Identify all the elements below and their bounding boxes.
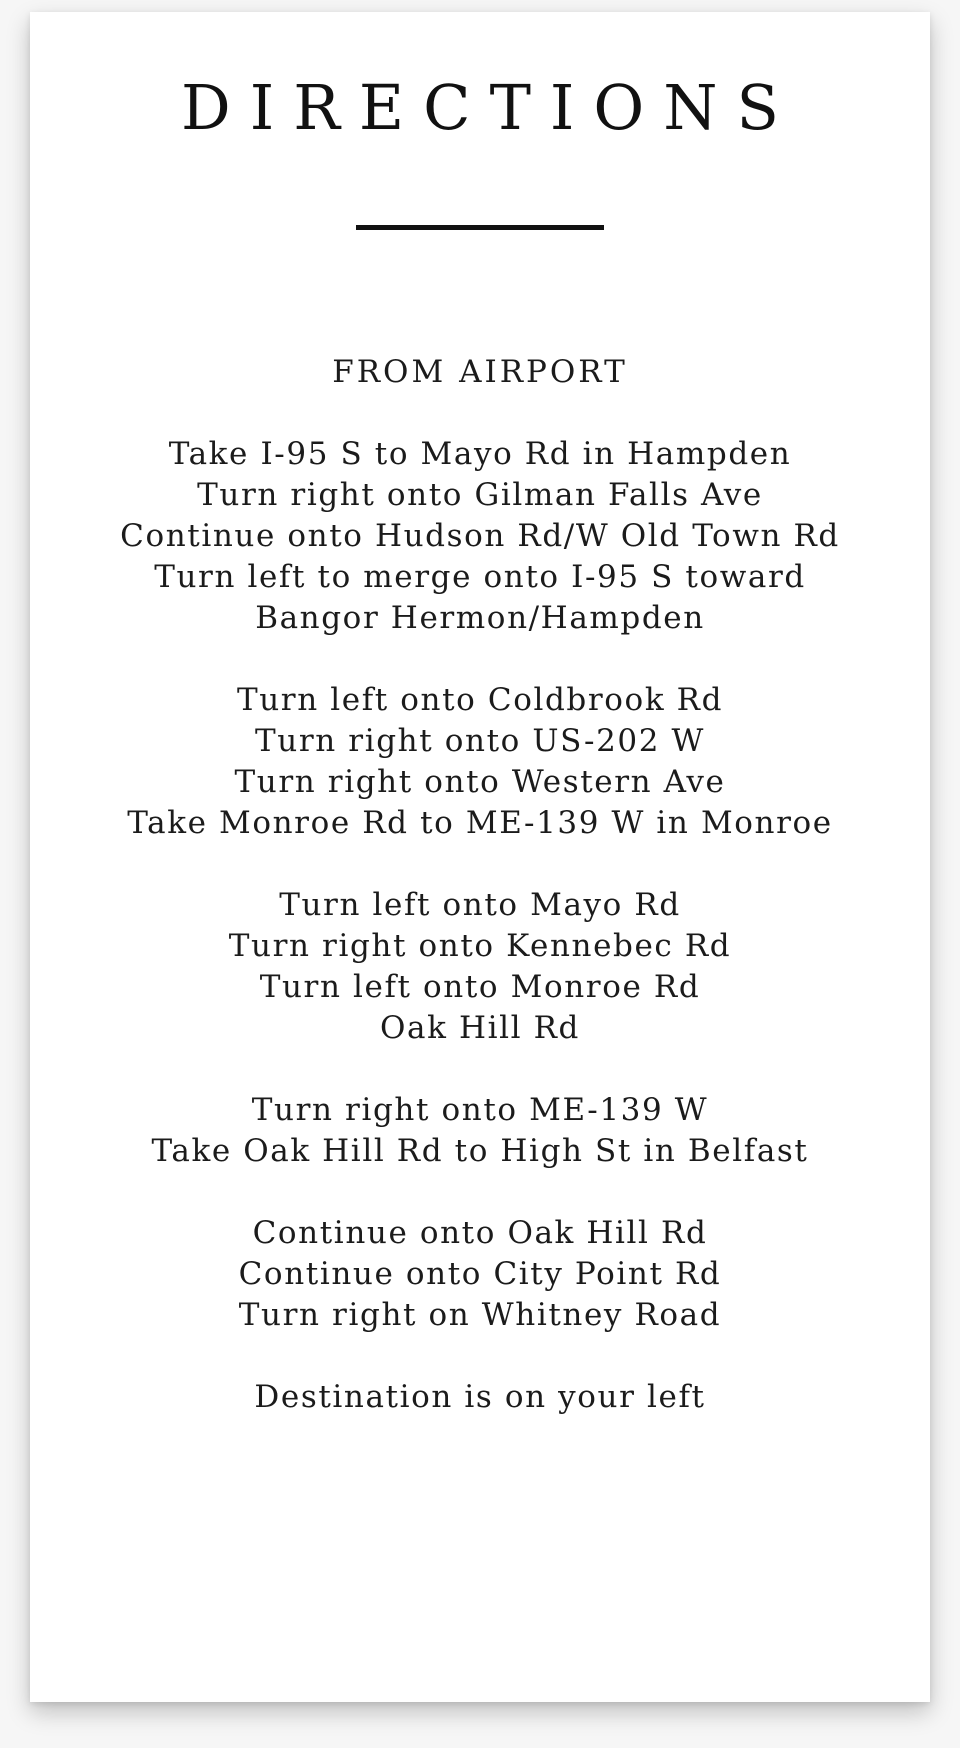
step-group-5 (30, 1213, 930, 1336)
direction-step: Turn left onto Coldbrook Rd (236, 682, 724, 718)
page-title: DIRECTIONS (181, 71, 798, 144)
section-heading: FROM AIRPORT (332, 354, 628, 390)
title-divider (356, 225, 604, 230)
direction-step: Turn right onto Western Ave (234, 764, 726, 800)
direction-step: Turn right onto Gilman Falls Ave (197, 477, 763, 513)
direction-step: Continue onto Hudson Rd/W Old Town Rd (120, 518, 840, 554)
direction-step: Oak Hill Rd (380, 1010, 580, 1046)
direction-step: Take Monroe Rd to ME-139 W in Monroe (127, 805, 833, 841)
directions-list (30, 352, 930, 1459)
direction-step: Continue onto Oak Hill Rd (252, 1215, 708, 1251)
direction-step: Turn right onto ME-139 W (251, 1092, 709, 1128)
step-group-1 (30, 434, 930, 639)
direction-step: Turn left onto Monroe Rd (259, 969, 701, 1005)
direction-step: Destination is on your left (254, 1379, 706, 1415)
direction-step: Bangor Hermon/Hampden (255, 600, 705, 636)
step-group-4 (30, 1090, 930, 1172)
direction-step: Turn left to merge onto I-95 S toward (154, 559, 806, 595)
direction-step: Turn right onto Kennebec Rd (228, 928, 732, 964)
step-group-6 (30, 1377, 930, 1418)
direction-step: Continue onto City Point Rd (238, 1256, 722, 1292)
direction-step: Turn right on Whitney Road (238, 1297, 722, 1333)
direction-step: Take I-95 S to Mayo Rd in Hampden (168, 436, 792, 472)
direction-step: Take Oak Hill Rd to High St in Belfast (151, 1133, 809, 1169)
directions-card (30, 12, 930, 1702)
step-group-2 (30, 680, 930, 844)
step-group-3 (30, 885, 930, 1049)
direction-step: Turn left onto Mayo Rd (279, 887, 681, 923)
direction-step: Turn right onto US-202 W (255, 723, 705, 759)
